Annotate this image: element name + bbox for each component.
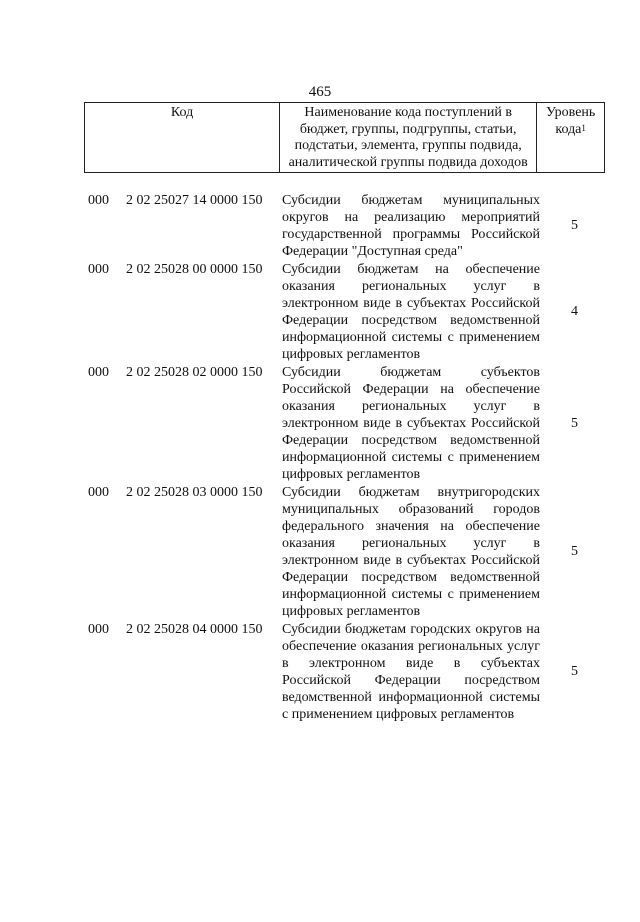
row-name-text: Субсидии бюджетам субъектов Российской Федерации на обеспечение оказания региональных услуг в электронном виде в субъектах Российской Федерации посредством ведомственной информационной системы с применением цифровых регламентов [282,365,540,482]
row-admin-code: 000 [88,193,109,208]
row-name [282,192,540,260]
row-admin-code: 000 [88,622,109,637]
row-income-code: 2 02 25028 04 0000 150 [126,622,263,637]
row-name [282,261,540,363]
table-body [84,192,605,724]
row-level: 5 [571,218,578,233]
row-name [282,621,540,723]
header-level-label: Уровень кода [545,105,596,137]
row-level: 5 [571,544,578,559]
row-name-text: Субсидии бюджетам муниципальных округов на реализацию мероприятий государственной программы Российской Федерации "Доступная среда" [282,193,540,259]
row-income-code: 2 02 25027 14 0000 150 [126,193,263,208]
table-row [84,621,605,723]
row-name-text: Субсидии бюджетам внутригородских муниципальных образований городов федерального значения на обеспечение оказания региональных услуг в электронном виде в субъектах Российской Федерации посредством ведомственной информационной системы с применением цифровых регламентов [282,485,540,619]
table-row [84,364,605,483]
header-name: Наименование кода поступлений в бюджет, группы, подгруппы, статьи, подстатьи, элемента, группы подвида, аналитической группы подвида доходов [280,103,537,173]
row-level: 4 [571,304,578,319]
header-level-footnote: 1 [581,122,586,133]
table-row [84,192,605,260]
row-admin-code: 000 [88,365,109,380]
row-name [282,484,540,620]
row-income-code: 2 02 25028 00 0000 150 [126,262,263,277]
header-code: Код [85,103,280,173]
table-header [84,102,605,173]
row-admin-code: 000 [88,485,109,500]
page-number: 465 [308,84,332,100]
row-level: 5 [571,664,578,679]
row-name [282,364,540,483]
row-level: 5 [571,415,578,431]
row-income-code: 2 02 25028 02 0000 150 [126,365,263,380]
row-income-code: 2 02 25028 03 0000 150 [126,485,263,500]
row-admin-code: 000 [88,262,109,277]
header-level [537,103,605,173]
row-name-text: Субсидии бюджетам городских округов на обеспечение оказания региональных услуг в электронном виде в субъектах Российской Федерации посредством ведомственной информационной системы с применением цифровых регламентов [282,622,540,722]
table-row [84,261,605,363]
table-row [84,484,605,620]
row-name-text: Субсидии бюджетам на обеспечение оказания региональных услуг в электронном виде в субъектах Российской Федерации посредством ведомственной информационной системы с применением цифровых регламентов [282,262,540,362]
